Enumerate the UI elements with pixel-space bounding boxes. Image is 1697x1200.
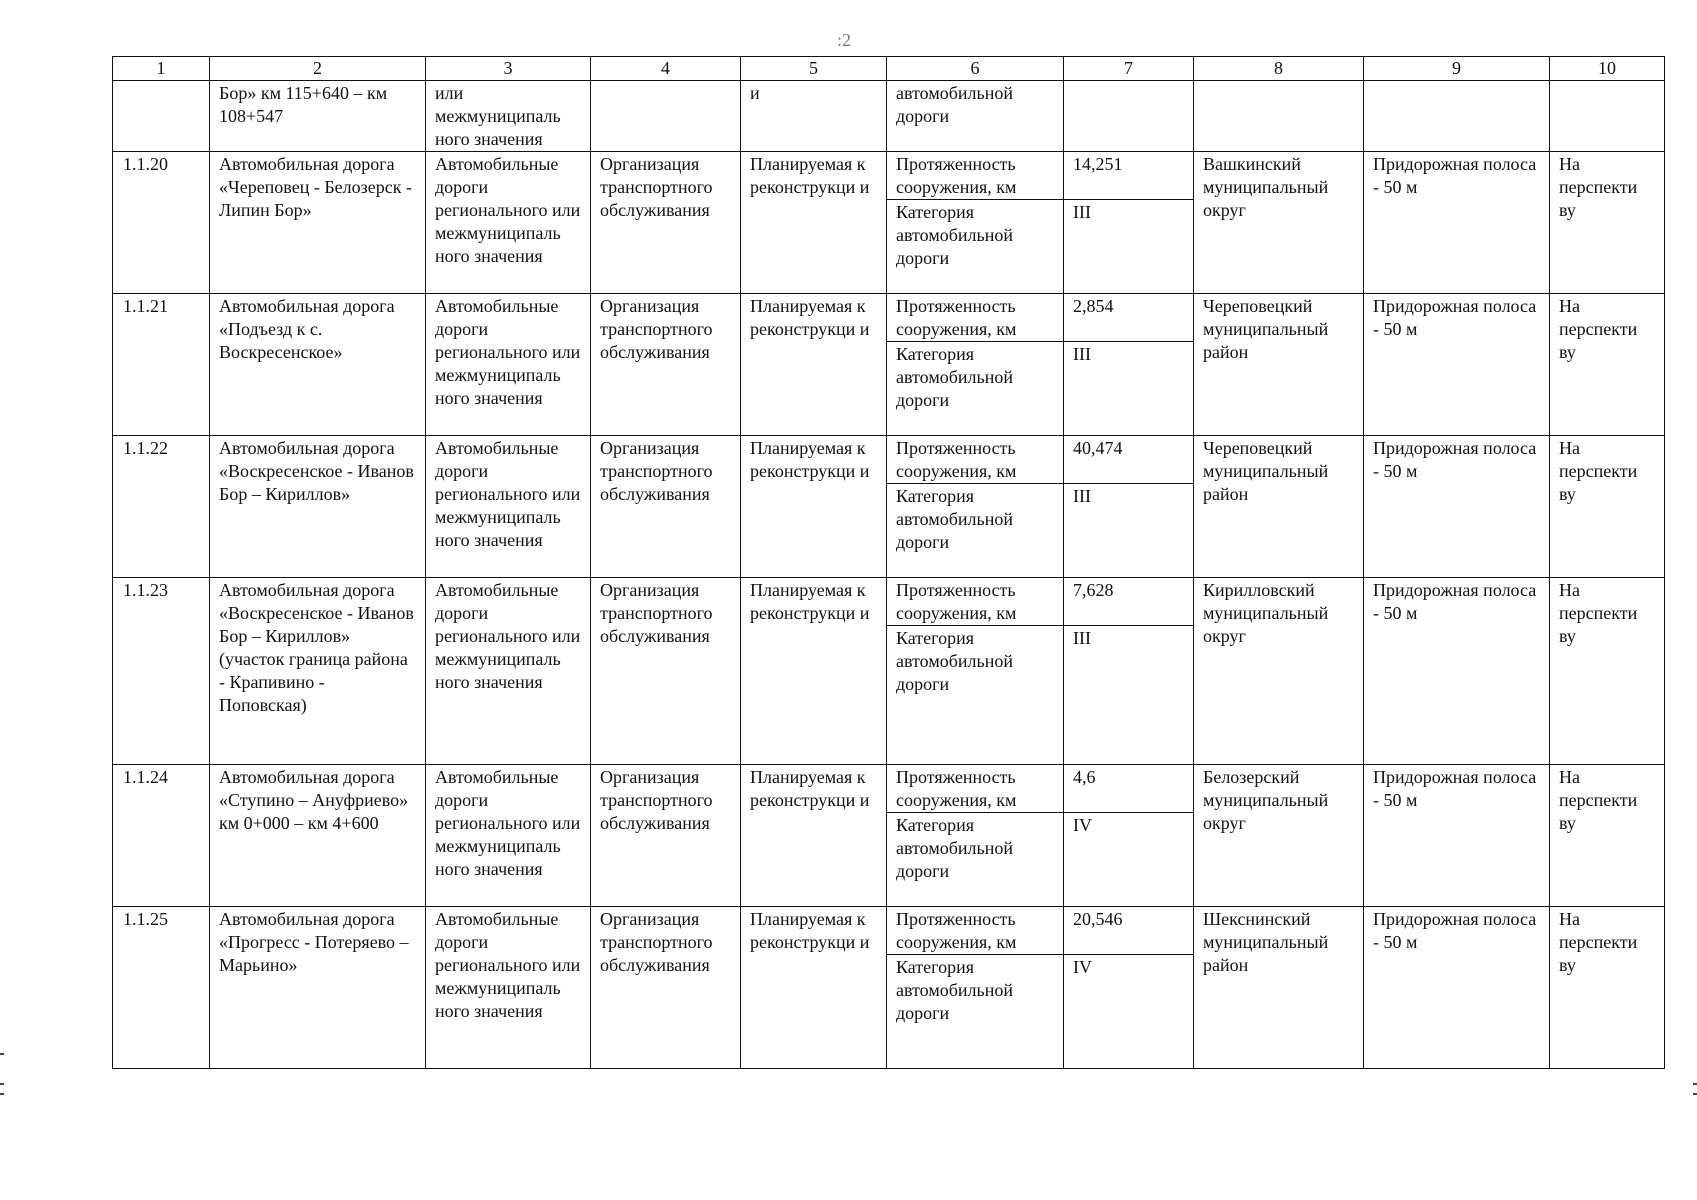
column-header: 6 [887,57,1064,81]
cell-term: На перспекти ву [1550,436,1665,578]
cell-length-value: 40,474 [1064,436,1194,484]
cell-type: Автомобильные дороги регионального или межмуниципаль ного значения [426,294,591,436]
cell-zone: Придорожная полоса - 50 м [1364,152,1550,294]
column-header: 10 [1550,57,1665,81]
cell-type: Автомобильные дороги регионального или межмуниципаль ного значения [426,907,591,1069]
cell-type: Автомобильные дороги регионального или межмуниципаль ного значения [426,152,591,294]
cell-number: 1.1.20 [113,152,210,294]
scan-edge-mark [1693,1083,1697,1085]
cell-name: Автомобильная дорога «Ступино – Ануфриево» км 0+000 – км 4+600 [210,765,426,907]
header-row [113,57,1665,81]
cell-location: Череповецкий муниципальный район [1194,294,1364,436]
objects-table [112,56,1665,1069]
cell-term: На перспекти ву [1550,907,1665,1069]
cell-category-value: IV [1064,813,1194,907]
column-header: 8 [1194,57,1364,81]
cell-zone: Придорожная полоса - 50 м [1364,765,1550,907]
cell-status: Планируемая к реконструкци и [741,436,887,578]
cell-status: Планируемая к реконструкци и [741,578,887,765]
column-header: 4 [591,57,741,81]
cell-length-label: Протяженность сооружения, км [887,578,1064,626]
cell-location: Кирилловский муниципальный округ [1194,578,1364,765]
cell-location: Белозерский муниципальный округ [1194,765,1364,907]
cell-parameter-value [1064,81,1194,152]
cell-term: На перспекти ву [1550,765,1665,907]
cell-length-label: Протяженность сооружения, км [887,765,1064,813]
cell-length-value: 7,628 [1064,578,1194,626]
cell-purpose: Организация транспортного обслуживания [591,765,741,907]
cell-category-value: III [1064,484,1194,578]
cell-length-value: 2,854 [1064,294,1194,342]
scan-edge-mark [0,1093,4,1095]
cell-zone: Придорожная полоса - 50 м [1364,578,1550,765]
table-row [113,294,1665,342]
scan-edge-mark [0,1053,4,1055]
cell-type: или межмуниципаль ного значения [426,81,591,152]
cell-location: Череповецкий муниципальный район [1194,436,1364,578]
table-row [113,152,1665,200]
table-row [113,765,1665,813]
cell-length-label: Протяженность сооружения, км [887,152,1064,200]
cell-category-value: III [1064,342,1194,436]
page-number: :2 [836,30,851,50]
table-row [113,907,1665,955]
cell-zone: Придорожная полоса - 50 м [1364,436,1550,578]
cell-term [1550,81,1665,152]
cell-category-label: Категория автомобильной дороги [887,813,1064,907]
cell-length-value: 14,251 [1064,152,1194,200]
cell-location [1194,81,1364,152]
cell-term: На перспекти ву [1550,294,1665,436]
column-header: 2 [210,57,426,81]
cell-term: На перспекти ву [1550,152,1665,294]
cell-category-label: Категория автомобильной дороги [887,626,1064,765]
column-header: 3 [426,57,591,81]
cell-category-label: Категория автомобильной дороги [887,200,1064,294]
cell-category-label: Категория автомобильной дороги [887,955,1064,1069]
cell-purpose: Организация транспортного обслуживания [591,578,741,765]
scan-edge-mark [0,1083,4,1085]
cell-category-value: III [1064,626,1194,765]
table-row [113,436,1665,484]
cell-zone: Придорожная полоса - 50 м [1364,294,1550,436]
table-row [113,578,1665,626]
cell-length-value: 4,6 [1064,765,1194,813]
cell-zone [1364,81,1550,152]
cell-number: 1.1.22 [113,436,210,578]
continuation-row [113,81,1665,152]
cell-number: 1.1.23 [113,578,210,765]
cell-number: 1.1.21 [113,294,210,436]
cell-purpose: Организация транспортного обслуживания [591,907,741,1069]
cell-length-label: Протяженность сооружения, км [887,436,1064,484]
cell-type: Автомобильные дороги регионального или межмуниципаль ного значения [426,436,591,578]
cell-parameter-label: автомобильной дороги [887,81,1064,152]
cell-term: На перспекти ву [1550,578,1665,765]
cell-length-value: 20,546 [1064,907,1194,955]
cell-type: Автомобильные дороги регионального или межмуниципаль ного значения [426,578,591,765]
cell-purpose: Организация транспортного обслуживания [591,152,741,294]
cell-location: Шекснинский муниципальный район [1194,907,1364,1069]
column-header: 1 [113,57,210,81]
column-header: 7 [1064,57,1194,81]
cell-type: Автомобильные дороги регионального или межмуниципаль ного значения [426,765,591,907]
cell-name: Автомобильная дорога «Воскресенское - Иванов Бор – Кириллов» (участок граница района - Крапивино - Поповская) [210,578,426,765]
cell-number: 1.1.24 [113,765,210,907]
cell-zone: Придорожная полоса - 50 м [1364,907,1550,1069]
cell-purpose [591,81,741,152]
cell-category-value: IV [1064,955,1194,1069]
cell-status: Планируемая к реконструкци и [741,294,887,436]
cell-status: Планируемая к реконструкци и [741,907,887,1069]
cell-purpose: Организация транспортного обслуживания [591,436,741,578]
cell-purpose: Организация транспортного обслуживания [591,294,741,436]
cell-name: Автомобильная дорога «Воскресенское - Иванов Бор – Кириллов» [210,436,426,578]
cell-status: Планируемая к реконструкци и [741,152,887,294]
cell-number [113,81,210,152]
cell-category-label: Категория автомобильной дороги [887,342,1064,436]
cell-category-value: III [1064,200,1194,294]
column-header: 9 [1364,57,1550,81]
cell-location: Вашкинский муниципальный округ [1194,152,1364,294]
cell-name: Автомобильная дорога «Прогресс - Потеряево – Марьино» [210,907,426,1069]
cell-status: и [741,81,887,152]
cell-name: Автомобильная дорога «Череповец - Белозерск - Липин Бор» [210,152,426,294]
cell-name: Автомобильная дорога «Подъезд к с. Воскресенское» [210,294,426,436]
cell-status: Планируемая к реконструкци и [741,765,887,907]
column-header: 5 [741,57,887,81]
cell-length-label: Протяженность сооружения, км [887,907,1064,955]
scan-edge-mark [1693,1093,1697,1095]
cell-category-label: Категория автомобильной дороги [887,484,1064,578]
cell-number: 1.1.25 [113,907,210,1069]
cell-name: Бор» км 115+640 – км 108+547 [210,81,426,152]
cell-length-label: Протяженность сооружения, км [887,294,1064,342]
